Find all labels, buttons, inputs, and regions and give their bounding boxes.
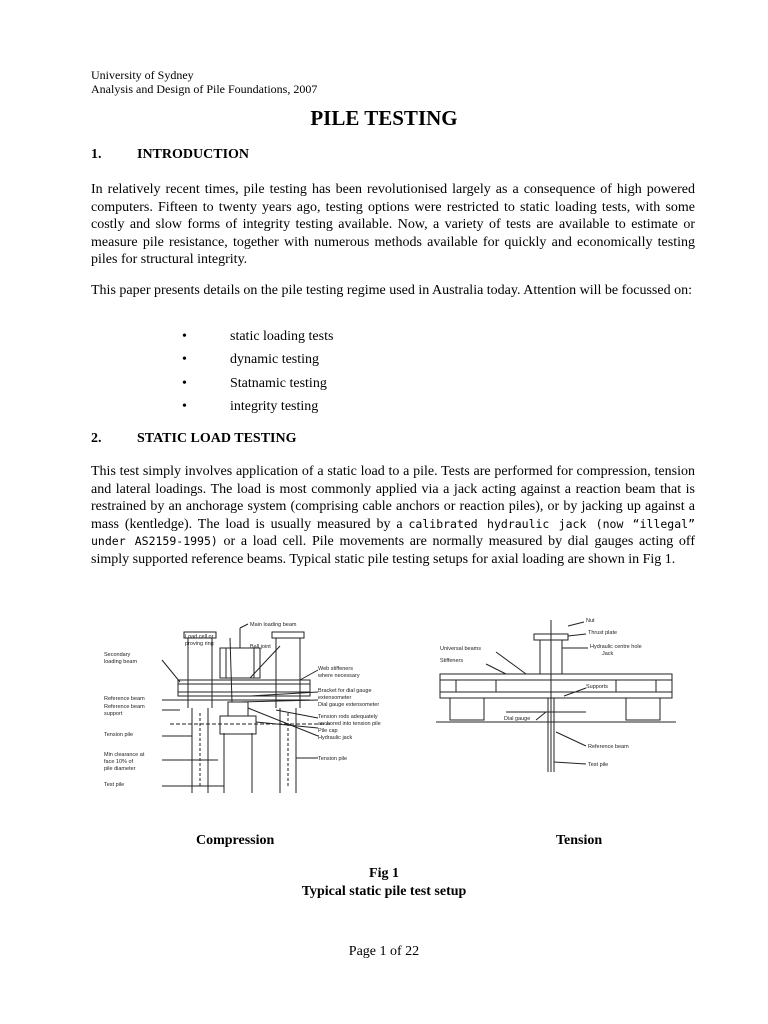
section-title: INTRODUCTION	[137, 147, 250, 162]
bullet-text: static loading tests	[230, 329, 334, 344]
bullet-text: dynamic testing	[230, 352, 320, 367]
label-bracket-1: Bracket for dial gauge	[318, 688, 372, 694]
label-secondary-1: Secondary	[104, 652, 131, 658]
label-ref-support-1: Reference beam	[104, 704, 145, 710]
scope-paragraph: This paper presents details on the pile testing regime used in Australia today. Attention will be focussed on:	[91, 283, 692, 298]
label-test-pile: Test pile	[104, 782, 125, 788]
header-institution: University of Sydney	[91, 68, 194, 82]
compression-test-diagram	[100, 618, 420, 796]
page-title: PILE TESTING	[310, 106, 458, 130]
figure-number: Fig 1	[369, 866, 399, 881]
section-title: STATIC LOAD TESTING	[137, 431, 297, 446]
label-hydraulic-1: Hydraulic centre hole	[590, 644, 642, 650]
bullet-item	[182, 375, 327, 392]
label-reference-beam: Reference beam	[588, 744, 629, 750]
bullet-dot: •	[182, 376, 187, 391]
label-ball-joint: Ball joint	[250, 644, 271, 650]
label-thrust-plate: Thrust plate	[588, 630, 618, 636]
bullet-dot: •	[182, 352, 187, 367]
label-bracket-2: extensometer	[318, 695, 352, 701]
label-supports: Supports	[586, 684, 609, 690]
label-tension-pile-right: Tension pile	[318, 756, 348, 762]
bullet-dot: •	[182, 399, 187, 414]
caption-compression: Compression	[196, 833, 275, 848]
intro-paragraph: In relatively recent times, pile testing has been revolutionised largely as a consequence of high powered computers. Fifteen to twenty years ago, testing options were restricted to static loading tests, with some costly and slow forms of integrity testing available. Now, a variety of tests are available to estimate or measure pile resistance, together with numerous methods available for quickly and economically testing piles for structural integrity.	[91, 182, 695, 268]
label-dial-gauge: Dial gauge	[504, 716, 531, 722]
label-hydraulic-jack: Hydraulic jack	[318, 735, 353, 741]
label-dial-extensometer: Dial gauge extensometer	[318, 702, 380, 708]
label-pile-cap: Pile cap	[318, 728, 338, 734]
label-reference-beam: Reference beam	[104, 696, 145, 702]
bullet-text: Statnamic testing	[230, 376, 327, 391]
bullet-item	[182, 398, 318, 415]
label-universal-beams: Universal beams	[440, 646, 481, 652]
label-tension-rods-1: Tension rods adequately	[318, 714, 378, 720]
tension-test-diagram	[436, 612, 696, 772]
label-stiffeners: Stiffeners	[440, 658, 464, 664]
label-nut: Nut	[586, 618, 595, 624]
section-number: 1.	[91, 147, 102, 162]
label-web-2: where necessary	[318, 673, 360, 679]
bullet-text: integrity testing	[230, 399, 319, 414]
caption-tension: Tension	[556, 833, 603, 848]
label-proving-ring: proving ring	[185, 641, 214, 647]
static-load-paragraph	[91, 463, 695, 569]
section-heading-static-load	[91, 431, 297, 447]
section-heading-introduction	[91, 147, 249, 163]
bullet-item	[182, 351, 319, 368]
figure-title: Typical static pile test setup	[301, 884, 467, 899]
bullet-dot: •	[182, 329, 187, 344]
label-secondary-2: loading beam	[104, 659, 138, 665]
paragraph-text: or a load cell. Pile movements are normally measured by dial gauges acting off simply supported reference beams. Typical static pile testing setups for axial loading are shown in Fig 1.	[91, 534, 696, 567]
label-test-pile: Test pile	[588, 762, 609, 768]
label-min-clearance-1: Min clearance at	[104, 752, 145, 758]
label-hydraulic-2: Jack	[602, 651, 614, 657]
label-tension-pile-left: Tension pile	[104, 732, 134, 738]
label-web-1: Web stiffeners	[318, 666, 353, 672]
label-main-beam: Main loading beam	[250, 622, 297, 628]
paragraph-text: This test simply involves application of a static load to a pile. Tests are performed for compression, tension and lateral loadings. The load is most commonly applied via a jack acting against a reaction beam that is restrained by an anchorage system (comprising cable anchors or reaction piles), or by jacking up against a mass (kentledge). The load is usually measured by a	[91, 464, 695, 532]
label-ref-support-2: support	[104, 711, 123, 717]
page-number: Page 1 of 22	[348, 944, 420, 959]
label-min-clearance-3: pile diameter	[104, 766, 136, 772]
bullet-item	[182, 328, 333, 345]
label-min-clearance-2: face 10% of	[104, 759, 134, 765]
header-course: Analysis and Design of Pile Foundations, 2007	[91, 82, 318, 96]
typewritten-insert: calibrated hydraulic jack (now “illegal” under AS2159-1995)	[91, 516, 695, 549]
label-tension-rods-2: anchored into tension pile	[318, 721, 381, 727]
section-number: 2.	[91, 431, 102, 446]
label-load-cell: Load cell or	[185, 634, 214, 640]
